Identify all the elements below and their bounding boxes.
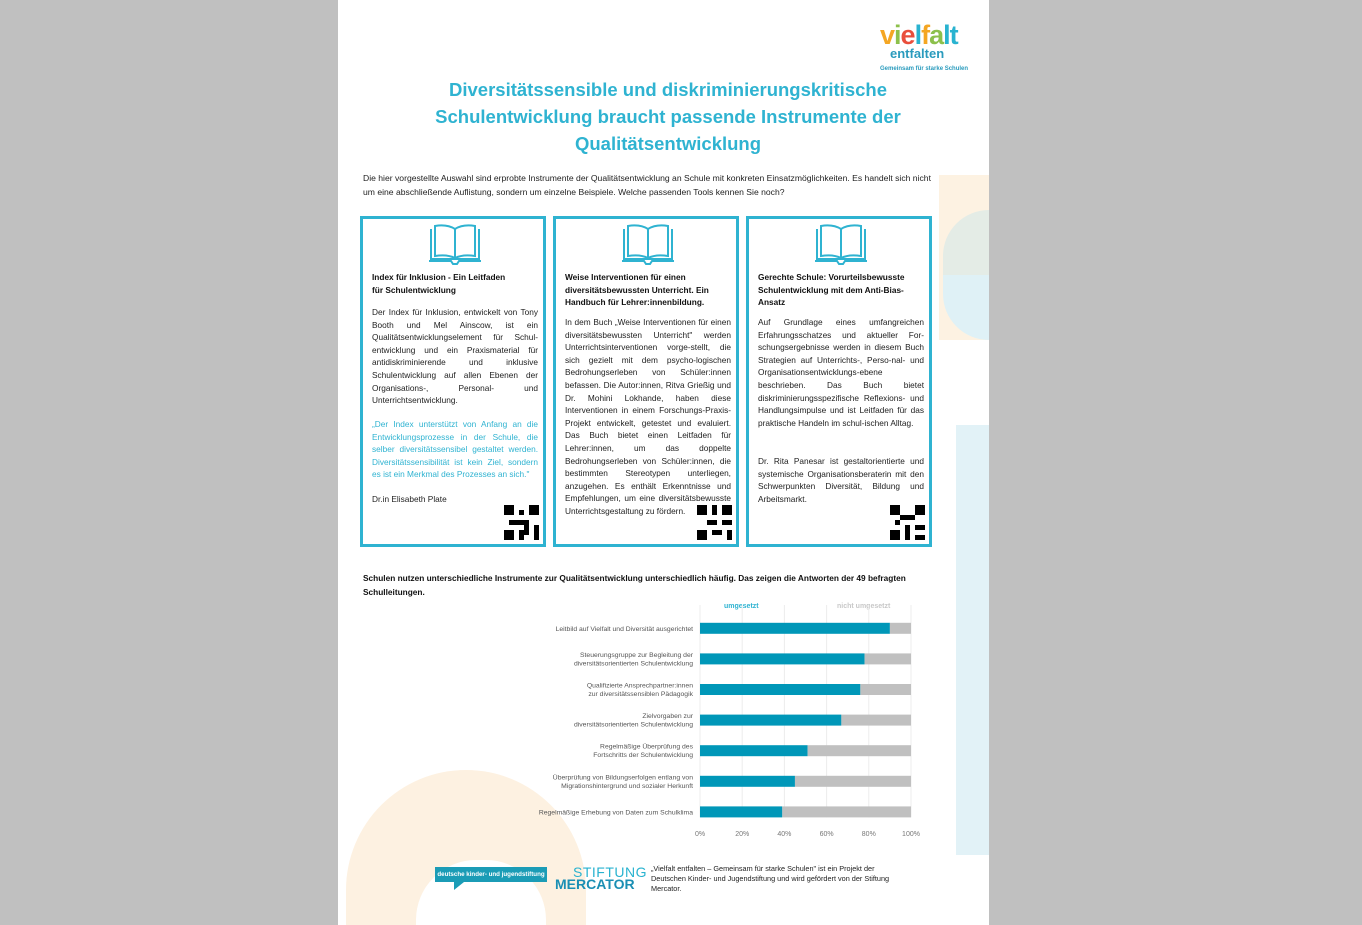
bar-umgesetzt: [700, 653, 865, 664]
card-index-inklusion: [360, 216, 546, 547]
x-tick-label: 100%: [902, 831, 920, 839]
category-label: Regelmäßige Erhebung von Daten zum Schulklima: [538, 809, 693, 817]
category-label: Überprüfung von Bildungserfolgen entlang von Migrationshintergrund und sozialer Herkunft: [552, 774, 693, 790]
card-body: Der Index für Inklusion, entwickelt von Tony Booth und Mel Ainscow, ist ein Qualitätsentwicklungselement für Schul-entwicklung und ein Praxismaterial für antidiskriminierende und inklusive Schulentwicklung auf allen Ebenen der Organisations-, Personal- und Unterrichtsentwicklung.: [372, 307, 538, 406]
qr-code[interactable]: [504, 505, 539, 540]
bar-umgesetzt: [700, 715, 841, 726]
x-tick-label: 40%: [777, 831, 792, 839]
x-tick-label: 20%: [735, 831, 750, 839]
qr-code[interactable]: [697, 505, 732, 540]
mercator-logo-bottom: MERCATOR: [555, 876, 635, 892]
book-icon: [618, 223, 678, 267]
legend-nicht-umgesetzt: nicht umgesetzt: [837, 603, 891, 610]
bar-nicht-umgesetzt: [808, 745, 911, 756]
card-title: Gerechte Schule: Vorurteilsbewusste Schulentwicklung mit dem Anti-Bias-Ansatz: [758, 272, 905, 308]
card-title: Weise Interventionen für einen diversitätsbewussten Unterricht. Ein Handbuch für Lehrer:innenbildung.: [565, 272, 709, 308]
chart-intro: Schulen nutzen unterschiedliche Instrumente zur Qualitätsentwicklung unterschiedlich häufig. Das zeigen die Antworten der 49 befragten Schulleitungen.: [363, 573, 906, 597]
bar-umgesetzt: [700, 806, 782, 817]
poster-page: [338, 0, 989, 925]
logo-sub: entfalten: [890, 46, 945, 61]
category-label: Regelmäßige Überprüfung des Fortschritts der Schulentwicklung: [593, 743, 693, 760]
bar-nicht-umgesetzt: [860, 684, 911, 695]
bar-nicht-umgesetzt: [795, 776, 911, 787]
x-tick-label: 0%: [694, 831, 706, 839]
category-label: Qualifizierte Ansprechpartner:innen zur diversitätssensiblen Pädagogik: [586, 682, 693, 698]
bar-umgesetzt: [700, 623, 890, 634]
bar-umgesetzt: [700, 684, 860, 695]
bar-nicht-umgesetzt: [841, 715, 911, 726]
card-gerechte-schule: [746, 216, 932, 547]
mercator-logo-top: STIFTUNG: [573, 864, 647, 880]
book-icon: [811, 223, 871, 267]
card-quote: „Der Index unterstützt von Anfang an die Entwicklungsprozesse in der Schule, die selber diversitätssensibel gestaltet werden. Diversitätssensibilität ist kein Ziel, sondern es ist ein Merkmal des Prozesses an sich.": [372, 419, 538, 480]
x-tick-label: 60%: [819, 831, 834, 839]
qr-code[interactable]: [890, 505, 925, 540]
category-label: Steuerungsgruppe zur Begleitung der diversitätsorientierten Schulentwicklung: [573, 651, 693, 668]
card-body: Auf Grundlage eines umfangreichen Erfahrungsschatzes und aktueller For-schungsergebnisse werden in diesem Buch Strategien auf Unterrichts-, Perso-nal- und Organisationsentwicklungs-ebene beschrieben. Das Buch bietet diskriminierungsspezifische Reflexions- und Handlungsimpulse und ist Leitfaden für das praktische Handeln im schul-ischen Alltag.: [758, 317, 924, 428]
category-label: Leitbild auf Vielfalt und Diversität ausgerichtet: [555, 625, 693, 633]
card-weise-interventionen: [553, 216, 739, 547]
dkjs-logo-tail: [454, 882, 464, 890]
bar-umgesetzt: [700, 776, 795, 787]
category-label: Zielvorgaben zur diversitätsorientierten Schulentwicklung: [573, 713, 693, 729]
page-title: Diversitätssensible und diskriminierungskritische Schulentwicklung braucht passende Instrumente der Qualitätsentwicklung: [435, 79, 901, 154]
footer-text: „Vielfalt entfalten – Gemeinsam für starke Schulen" ist ein Projekt der Deutschen Kinder- und Jugendstiftung und wird gefördert von der Stiftung Mercator.: [651, 864, 890, 893]
vielfalt-logo: [880, 22, 975, 72]
x-tick-label: 80%: [861, 831, 876, 839]
card-quote-author: Dr.in Elisabeth Plate: [372, 494, 447, 504]
book-icon: [425, 223, 485, 267]
legend-umgesetzt: umgesetzt: [724, 603, 759, 610]
logo-tagline: Gemeinsam für starke Schulen: [880, 66, 969, 72]
logo-word: vielfalt: [880, 20, 958, 50]
card-title: Index für Inklusion - Ein Leitfaden für Schulentwicklung: [372, 272, 506, 295]
intro-text: Die hier vorgestellte Auswahl sind erprobte Instrumente der Qualitätsentwicklung an Schule mit konkreten Einsatzmöglichkeiten. Es handelt sich nicht um eine abschließende Auflistung, sondern um einzelne Beispiele. Welche passenden Tools kennen Sie noch?: [363, 173, 931, 197]
bar-nicht-umgesetzt: [782, 806, 911, 817]
bar-nicht-umgesetzt: [890, 623, 911, 634]
bar-umgesetzt: [700, 745, 808, 756]
bar-nicht-umgesetzt: [865, 653, 911, 664]
card-author-note: Dr. Rita Panesar ist gestaltorientierte und systemische Organisationsberaterin mit den Schwerpunkten Diversität, Bildung und Arbeitsmarkt.: [758, 456, 924, 504]
dkjs-logo: deutsche kinder- und jugendstiftung: [435, 867, 547, 882]
bar-chart: [338, 595, 989, 855]
card-body: In dem Buch „Weise Interventionen für einen diversitätsbewussten Unterricht" werden Unterrichtsinterventionen vorge-stellt, die sich gezielt mit dem psycho-logischen Bedrohungserleben von Schüler:innen befassen. Die Autor:innen, Ritva Grießig und Dr. Mohini Lokhande, haben diese Interventionen in einem Forschungs-Praxis-Projekt entwickelt, getestet und evaluiert. Das Buch bietet einen Leitfaden für Lehrer:innen, um das doppelte Bedrohungserleben von Schüler:innen, die bestimmten Stereotypen unterliegen, anzugehen. Es enthält Erkenntnisse und Empfehlungen, um eine diversitätsbewusste Unterrichtsgestaltung zu fördern.: [565, 317, 731, 516]
